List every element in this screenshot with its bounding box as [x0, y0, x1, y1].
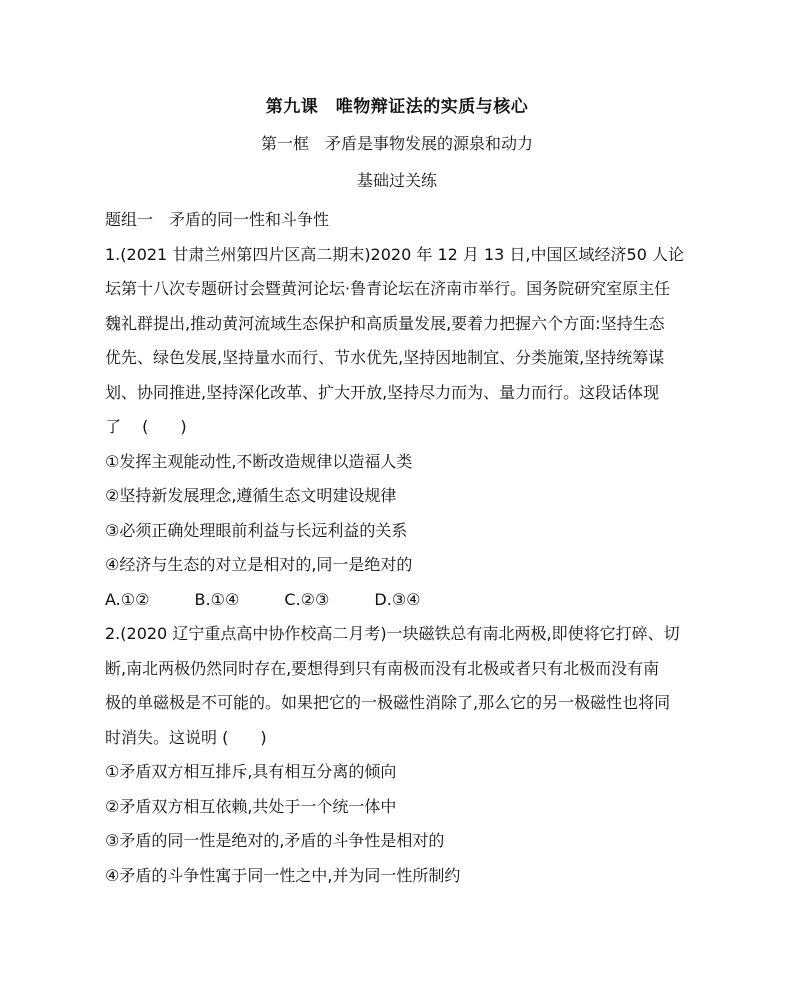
question-2-statement: ④矛盾的斗争性寓于同一性之中,并为同一性所制约 — [105, 865, 461, 885]
question-1-stem-line: 了 ( ) — [105, 417, 187, 436]
question-1-stem-line: 划、协同推进,坚持深化改革、扩大开放,坚持尽力而为、量力而行。这段话体现 — [105, 382, 660, 402]
lesson-subtitle: 第一框 矛盾是事物发展的源泉和动力 — [260, 134, 533, 153]
question-1-statement: ②坚持新发展理念,遵循生态文明建设规律 — [105, 486, 397, 505]
question-1-stem-line: 优先、绿色发展,坚持量水而行、节水优先,坚持因地制宜、分类施策,坚持统筹谋 — [105, 348, 665, 367]
question-1-statement: ④经济与生态的对立是相对的,同一是绝对的 — [105, 555, 413, 574]
question-content — [105, 203, 705, 893]
question-1-stem-line: 魏礼群提出,推动黄河流域生态保护和高质量发展,要着力把握六个方面:坚持生态 — [105, 313, 665, 333]
option-d: D.③④ — [374, 589, 421, 609]
question-2-statement: ②矛盾双方相互依赖,共处于一个统一体中 — [105, 796, 397, 816]
option-a: A.①② — [105, 589, 150, 609]
question-1-stem-line: 坛第十八次专题研讨会暨黄河论坛·鲁青论坛在济南市举行。国务院研究室原主任 — [105, 279, 671, 298]
question-2 — [105, 617, 705, 893]
question-1-statement: ③必须正确处理眼前利益与长远利益的关系 — [105, 520, 408, 540]
question-group-label: 题组一 矛盾的同一性和斗争性 — [105, 210, 330, 229]
option-b: B.①④ — [194, 589, 240, 609]
question-1-options — [105, 583, 705, 618]
question-1-stem-line: 1.(2021 甘肃兰州第四片区高二期末)2020 年 12 月 13 日,中国区域经济50 人论 — [105, 244, 684, 264]
question-2-statement: ③矛盾的同一性是绝对的,矛盾的斗争性是相对的 — [105, 831, 445, 850]
question-2-stem-line: 2.(2020 辽宁重点高中协作校高二月考)一块磁铁总有南北两极,即使将它打碎、切 — [105, 624, 680, 643]
lesson-title: 第九课 唯物辩证法的实质与核心 — [265, 97, 529, 117]
question-2-statement: ①矛盾双方相互排斥,具有相互分离的倾向 — [105, 762, 397, 781]
question-1-statement: ①发挥主观能动性,不断改造规律以造福人类 — [105, 451, 413, 471]
question-2-stem-line: 极的单磁极是不可能的。如果把它的一极磁性消除了,那么它的另一极磁性也将同 — [105, 693, 671, 712]
question-2-stem-line: 时消失。这说明 ( ) — [105, 727, 267, 747]
question-1 — [105, 238, 705, 618]
section-heading: 基础过关练 — [356, 171, 437, 190]
option-c: C.②③ — [284, 589, 330, 609]
question-2-stem-line: 断,南北两极仍然同时存在,要想得到只有南极而没有北极或者只有北极而没有南 — [105, 658, 660, 678]
